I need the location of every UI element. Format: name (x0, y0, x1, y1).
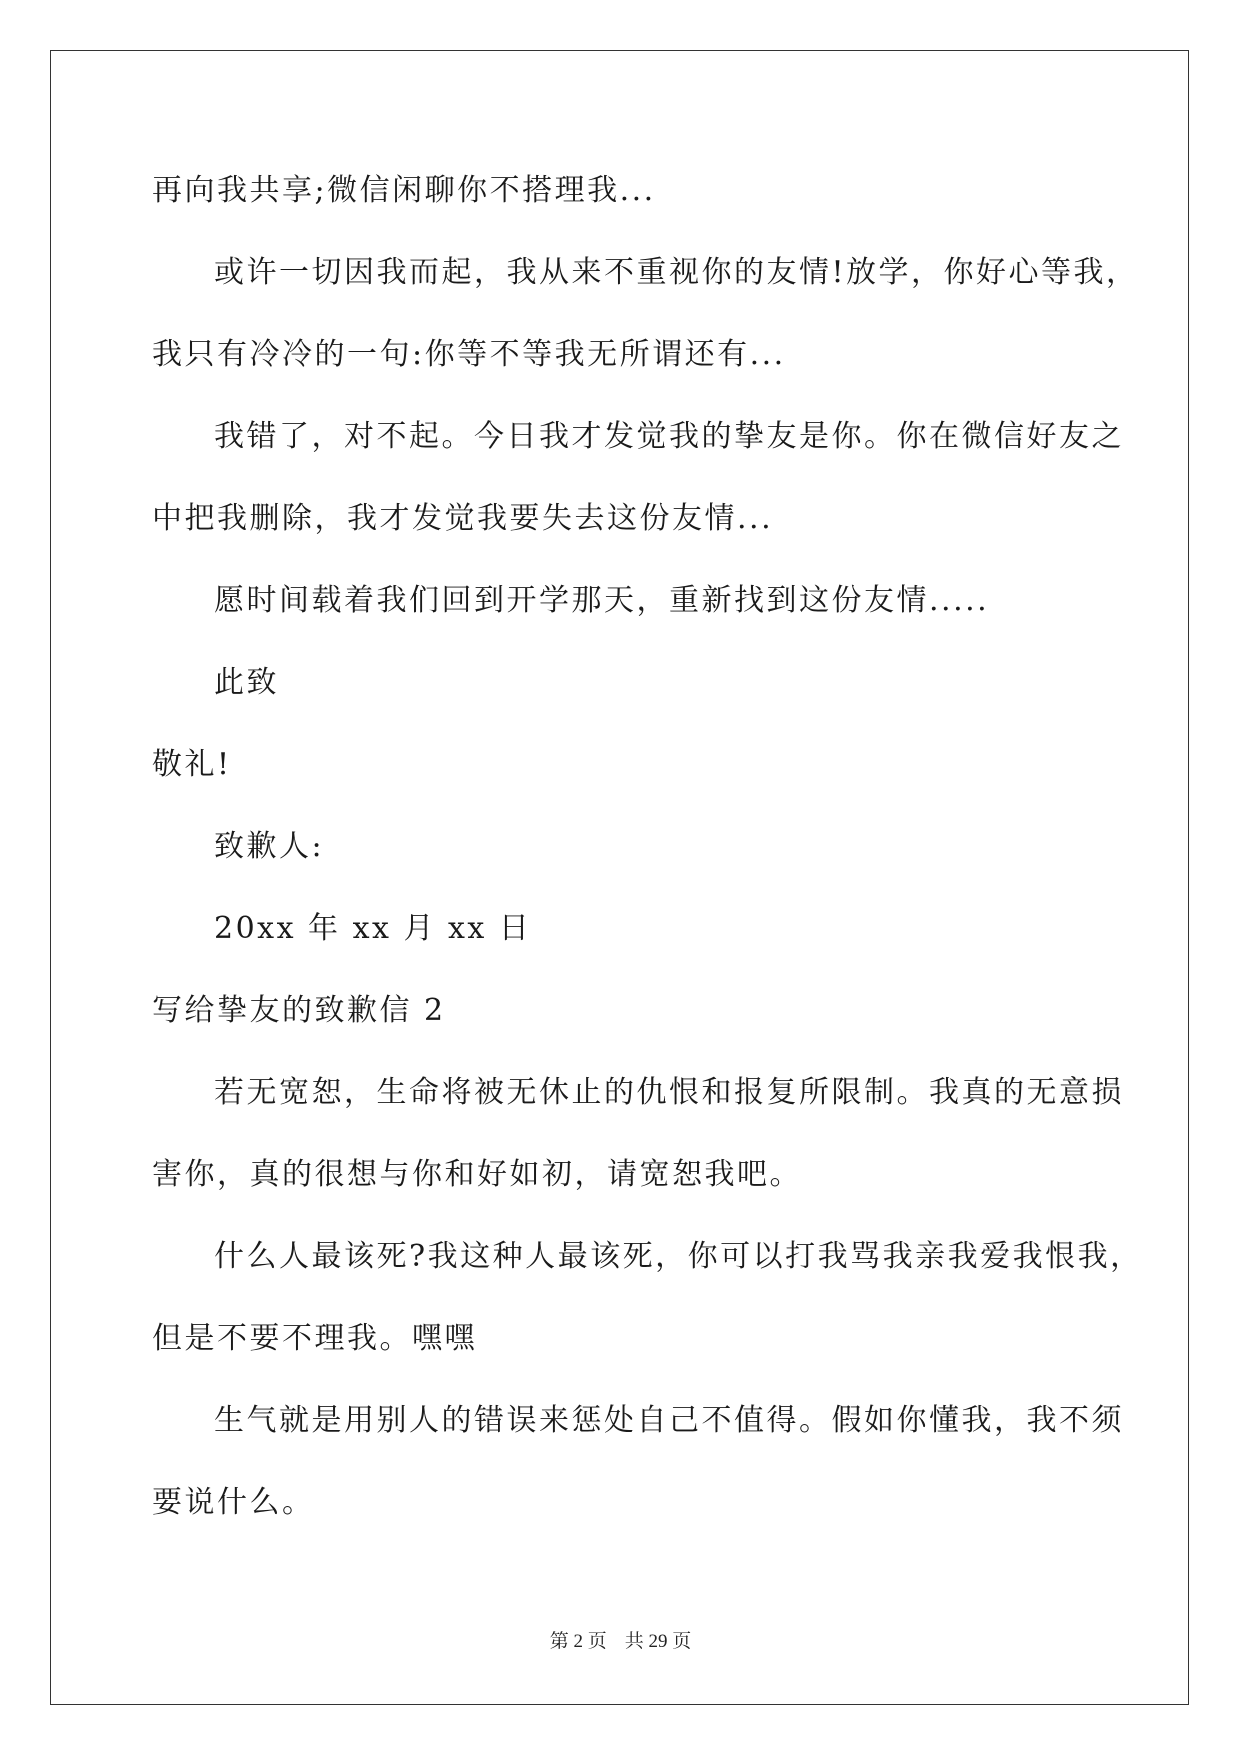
document-body (152, 150, 1143, 1544)
text-line: 害你，真的很想与你和好如初，请宽恕我吧。 (152, 1157, 802, 1192)
closing-respect: 敬礼! (152, 747, 232, 782)
text-line: 但是不要不理我。嘿嘿 (152, 1321, 477, 1356)
text-line: 什么人最该死?我这种人最该死，你可以打我骂我亲我爱我恨我， (214, 1239, 1143, 1274)
text-line: 中把我删除，我才发觉我要失去这份友情... (152, 501, 774, 536)
date-line: 20xx 年 xx 月 xx 日 (214, 911, 532, 946)
total-pages: 共 29 页 (624, 1631, 692, 1652)
text-line: 再向我共享;微信闲聊你不搭理我... (152, 173, 656, 208)
page-footer (0, 1626, 1241, 1653)
signature-label: 致歉人: (214, 829, 325, 864)
page-number: 第 2 页 (549, 1631, 607, 1652)
closing-salutation: 此致 (214, 665, 279, 700)
text-line: 或许一切因我而起，我从来不重视你的友情!放学，你好心等我， (214, 255, 1139, 290)
section-heading: 写给挚友的致歉信 2 (152, 993, 446, 1028)
text-line: 若无宽恕，生命将被无休止的仇恨和报复所限制。我真的无意损 (214, 1075, 1124, 1110)
text-line: 要说什么。 (152, 1485, 315, 1520)
text-line: 愿时间载着我们回到开学那天，重新找到这份友情..... (214, 583, 990, 618)
text-line: 生气就是用别人的错误来惩处自己不值得。假如你懂我，我不须 (214, 1403, 1124, 1438)
text-line: 我错了，对不起。今日我才发觉我的挚友是你。你在微信好友之 (214, 419, 1124, 454)
text-line: 我只有冷冷的一句:你等不等我无所谓还有... (152, 337, 786, 372)
